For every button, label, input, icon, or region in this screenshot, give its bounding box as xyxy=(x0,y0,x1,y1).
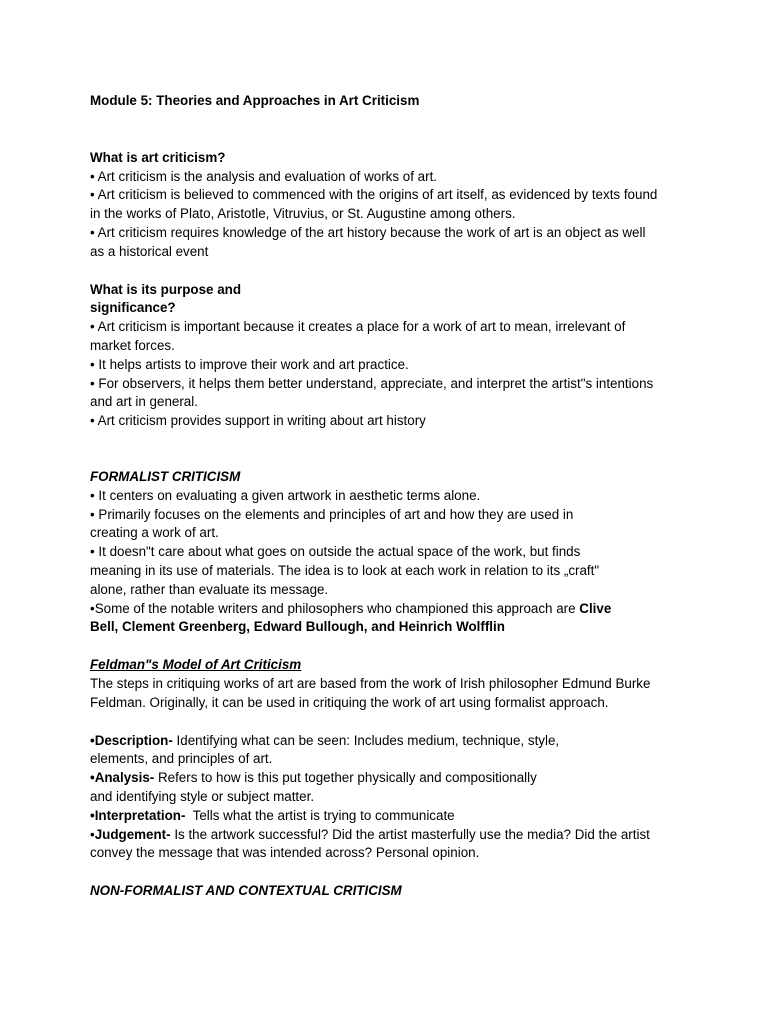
step-label: Judgement- xyxy=(94,826,171,842)
paragraph-line: • Art criticism is the analysis and evaluation of works of art. xyxy=(90,168,438,184)
paragraph-line-writers-cont xyxy=(90,618,690,637)
spacer xyxy=(90,863,690,882)
paragraph-line: • Art criticism is important because it creates a place for a work of art to mean, irrelevant of xyxy=(90,319,626,335)
paragraph-line: as a historical event xyxy=(90,243,209,259)
spacer xyxy=(90,713,690,732)
spacer xyxy=(90,262,690,281)
section-heading-formalist: FORMALIST CRITICISM xyxy=(90,468,241,484)
paragraph-line: • Art criticism is believed to commenced with the origins of art itself, as evidenced by texts found xyxy=(90,187,658,203)
step-description-cont: elements, and principles of art. xyxy=(90,751,273,767)
writers-text: •Some of the notable writers and philosophers who championed this approach are xyxy=(90,600,580,616)
section-heading-purpose: What is its purpose and xyxy=(90,281,242,297)
section-heading-what: What is art criticism? xyxy=(90,149,226,165)
paragraph-line: market forces. xyxy=(90,337,175,353)
step-analysis xyxy=(90,769,690,788)
section-heading-feldman: Feldman"s Model of Art Criticism xyxy=(90,657,302,673)
paragraph-line: alone, rather than evaluate its message. xyxy=(90,581,329,597)
step-text: Tells what the artist is trying to communicate xyxy=(185,807,455,823)
spacer xyxy=(90,111,690,149)
paragraph-line: • Primarily focuses on the elements and principles of art and how they are used in xyxy=(90,506,574,522)
paragraph-line: • Art criticism provides support in writing about art history xyxy=(90,413,426,429)
writers-names-cont: Bell, Clement Greenberg, Edward Bullough, and Heinrich Wolfflin xyxy=(90,619,505,635)
paragraph-line: • It doesn"t care about what goes on outside the actual space of the work, but finds xyxy=(90,544,581,560)
paragraph-line: Feldman. Originally, it can be used in critiquing the work of art using formalist approach. xyxy=(90,694,609,710)
step-text: Refers to how is this put together physically and compositionally xyxy=(154,770,537,786)
spacer xyxy=(90,637,690,656)
step-label: •Analysis- xyxy=(90,770,155,786)
step-label: •Description- xyxy=(90,732,173,748)
paragraph-line: creating a work of art. xyxy=(90,525,219,541)
section-heading-purpose-cont: significance? xyxy=(90,300,176,316)
paragraph-line: and art in general. xyxy=(90,394,198,410)
section-heading-nonformalist: NON-FORMALIST AND CONTEXTUAL CRITICISM xyxy=(90,883,402,899)
spacer xyxy=(90,431,690,468)
paragraph-line: • Art criticism requires knowledge of the art history because the work of art is an object as well xyxy=(90,224,646,240)
step-description xyxy=(90,732,690,751)
paragraph-line: in the works of Plato, Aristotle, Vitruvius, or St. Augustine among others. xyxy=(90,206,516,222)
paragraph-line: • It centers on evaluating a given artwork in aesthetic terms alone. xyxy=(90,487,481,503)
writers-names: Clive xyxy=(579,600,612,616)
step-text: Is the artwork successful? Did the artist masterfully use the media? Did the artist xyxy=(170,826,650,842)
paragraph-line: The steps in critiquing works of art are based from the work of Irish philosopher Edmund Burke xyxy=(90,675,651,691)
step-text: Identifying what can be seen: Includes medium, technique, style, xyxy=(172,732,560,748)
paragraph-line: • It helps artists to improve their work and art practice. xyxy=(90,356,409,372)
document-page xyxy=(90,92,690,901)
step-judgement-cont: convey the message that was intended across? Personal opinion. xyxy=(90,845,480,861)
step-label: •Interpretation- xyxy=(90,807,186,823)
paragraph-line-writers xyxy=(90,600,690,619)
step-interpretation xyxy=(90,807,690,826)
document-title: Module 5: Theories and Approaches in Art Criticism xyxy=(90,93,420,108)
paragraph-line: • For observers, it helps them better understand, appreciate, and interpret the artist"s intentions xyxy=(90,375,654,391)
step-judgement xyxy=(90,826,690,845)
paragraph-line: meaning in its use of materials. The idea is to look at each work in relation to its „craft" xyxy=(90,562,600,578)
step-analysis-cont: and identifying style or subject matter. xyxy=(90,788,315,804)
step-bullet: • xyxy=(90,826,95,842)
